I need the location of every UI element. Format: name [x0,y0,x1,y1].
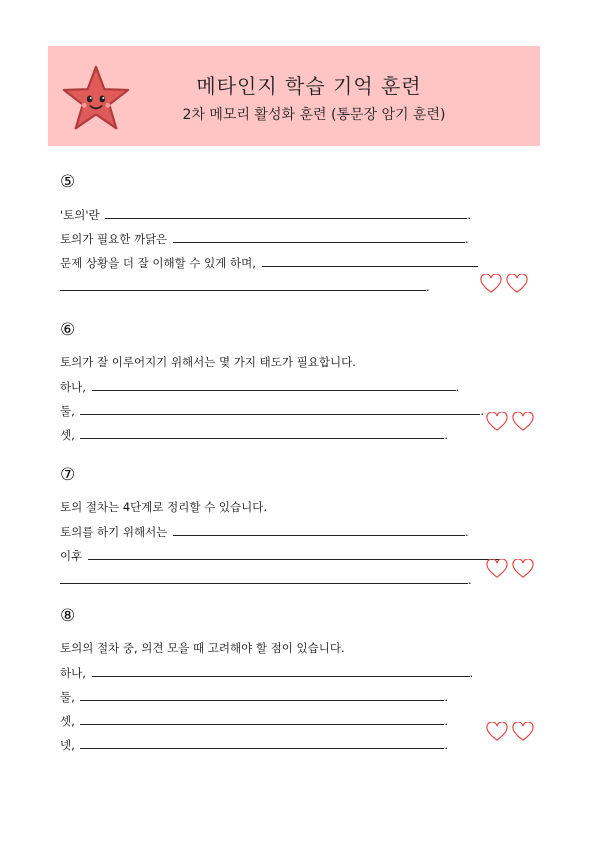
heart-outline-icon[interactable] [480,274,502,294]
line-prompt: 토의의 절차 중, 의견 모을 때 고려해야 할 점이 있습니다. [60,641,345,655]
line-prompt: 둘, [60,404,75,418]
line-prompt: 토의를 하기 위해서는 [60,525,168,539]
heart-outline-icon[interactable] [512,722,534,742]
fill-line [60,640,345,656]
fill-line: 토의가 필요한 까닭은 . [60,232,469,246]
heart-outline-icon[interactable] [506,274,528,294]
fill-line: 셋, . [60,714,449,728]
section-number: ⑥ [60,320,76,340]
rating-hearts [486,722,534,742]
answer-blank[interactable] [173,523,465,536]
answer-blank[interactable] [105,206,467,219]
answer-blank[interactable] [80,426,444,439]
heart-outline-icon[interactable] [512,412,534,432]
fill-line [60,499,267,515]
answer-blank[interactable] [92,378,456,391]
section-8 [60,606,540,752]
fill-line: 넷, . [60,738,449,752]
line-prompt: 둘, [60,690,75,704]
page-title: 메타인지 학습 기억 훈련 [196,74,422,98]
page-subtitle: 2차 메모리 활성화 훈련 (통문장 암기 훈련) [182,107,446,123]
fill-line: 둘, . [60,404,485,418]
fill-line: . [60,571,472,588]
fill-line: 둘, . [60,690,449,704]
fill-line: 하나, . [60,380,460,394]
heart-outline-icon[interactable] [512,559,534,579]
section-5 [60,172,540,294]
rating-hearts [480,274,528,294]
line-prompt: 토의가 필요한 까닭은 [60,232,168,246]
line-prompt: 하나, [60,380,86,394]
section-7 [60,465,540,587]
line-prompt: 셋, [60,428,75,442]
answer-blank[interactable] [60,571,468,584]
fill-line: . [60,278,430,295]
rating-hearts [486,559,534,579]
heart-outline-icon[interactable] [486,559,508,579]
fill-line: 토의를 하기 위해서는 . [60,525,469,539]
fill-line [60,547,500,564]
line-prompt: 문제 상황을 더 잘 이해할 수 있게 하며, [60,256,256,270]
fill-line: 하나, . [60,666,474,680]
fill-line [60,254,478,271]
line-prompt: 토의 절차는 4단계로 정리할 수 있습니다. [60,500,267,514]
heart-outline-icon[interactable] [486,722,508,742]
answer-blank[interactable] [173,230,465,243]
page-header [48,46,540,146]
line-prompt: 하나, [60,666,86,680]
line-prompt: '토의'란 [60,208,100,222]
answer-blank[interactable] [60,278,426,291]
fill-line: 셋, . [60,428,449,442]
line-prompt: 이후 [60,549,83,563]
answer-blank[interactable] [262,254,478,267]
line-prompt: 셋, [60,714,75,728]
answer-blank[interactable] [88,547,500,560]
section-number: ⑦ [60,465,76,485]
section-number: ⑤ [60,172,76,192]
line-prompt: 넷, [60,738,75,752]
answer-blank[interactable] [80,712,444,725]
section-6 [60,320,540,442]
answer-blank[interactable] [92,664,470,677]
fill-line: '토의'란 . [60,208,471,222]
fill-line [60,354,356,370]
answer-blank[interactable] [80,402,480,415]
heart-outline-icon[interactable] [486,412,508,432]
rating-hearts [486,412,534,432]
answer-blank[interactable] [80,736,444,749]
line-prompt: 토의가 잘 이루어지기 위해서는 몇 가지 태도가 필요합니다. [60,355,356,369]
section-number: ⑧ [60,606,76,626]
answer-blank[interactable] [80,688,444,701]
